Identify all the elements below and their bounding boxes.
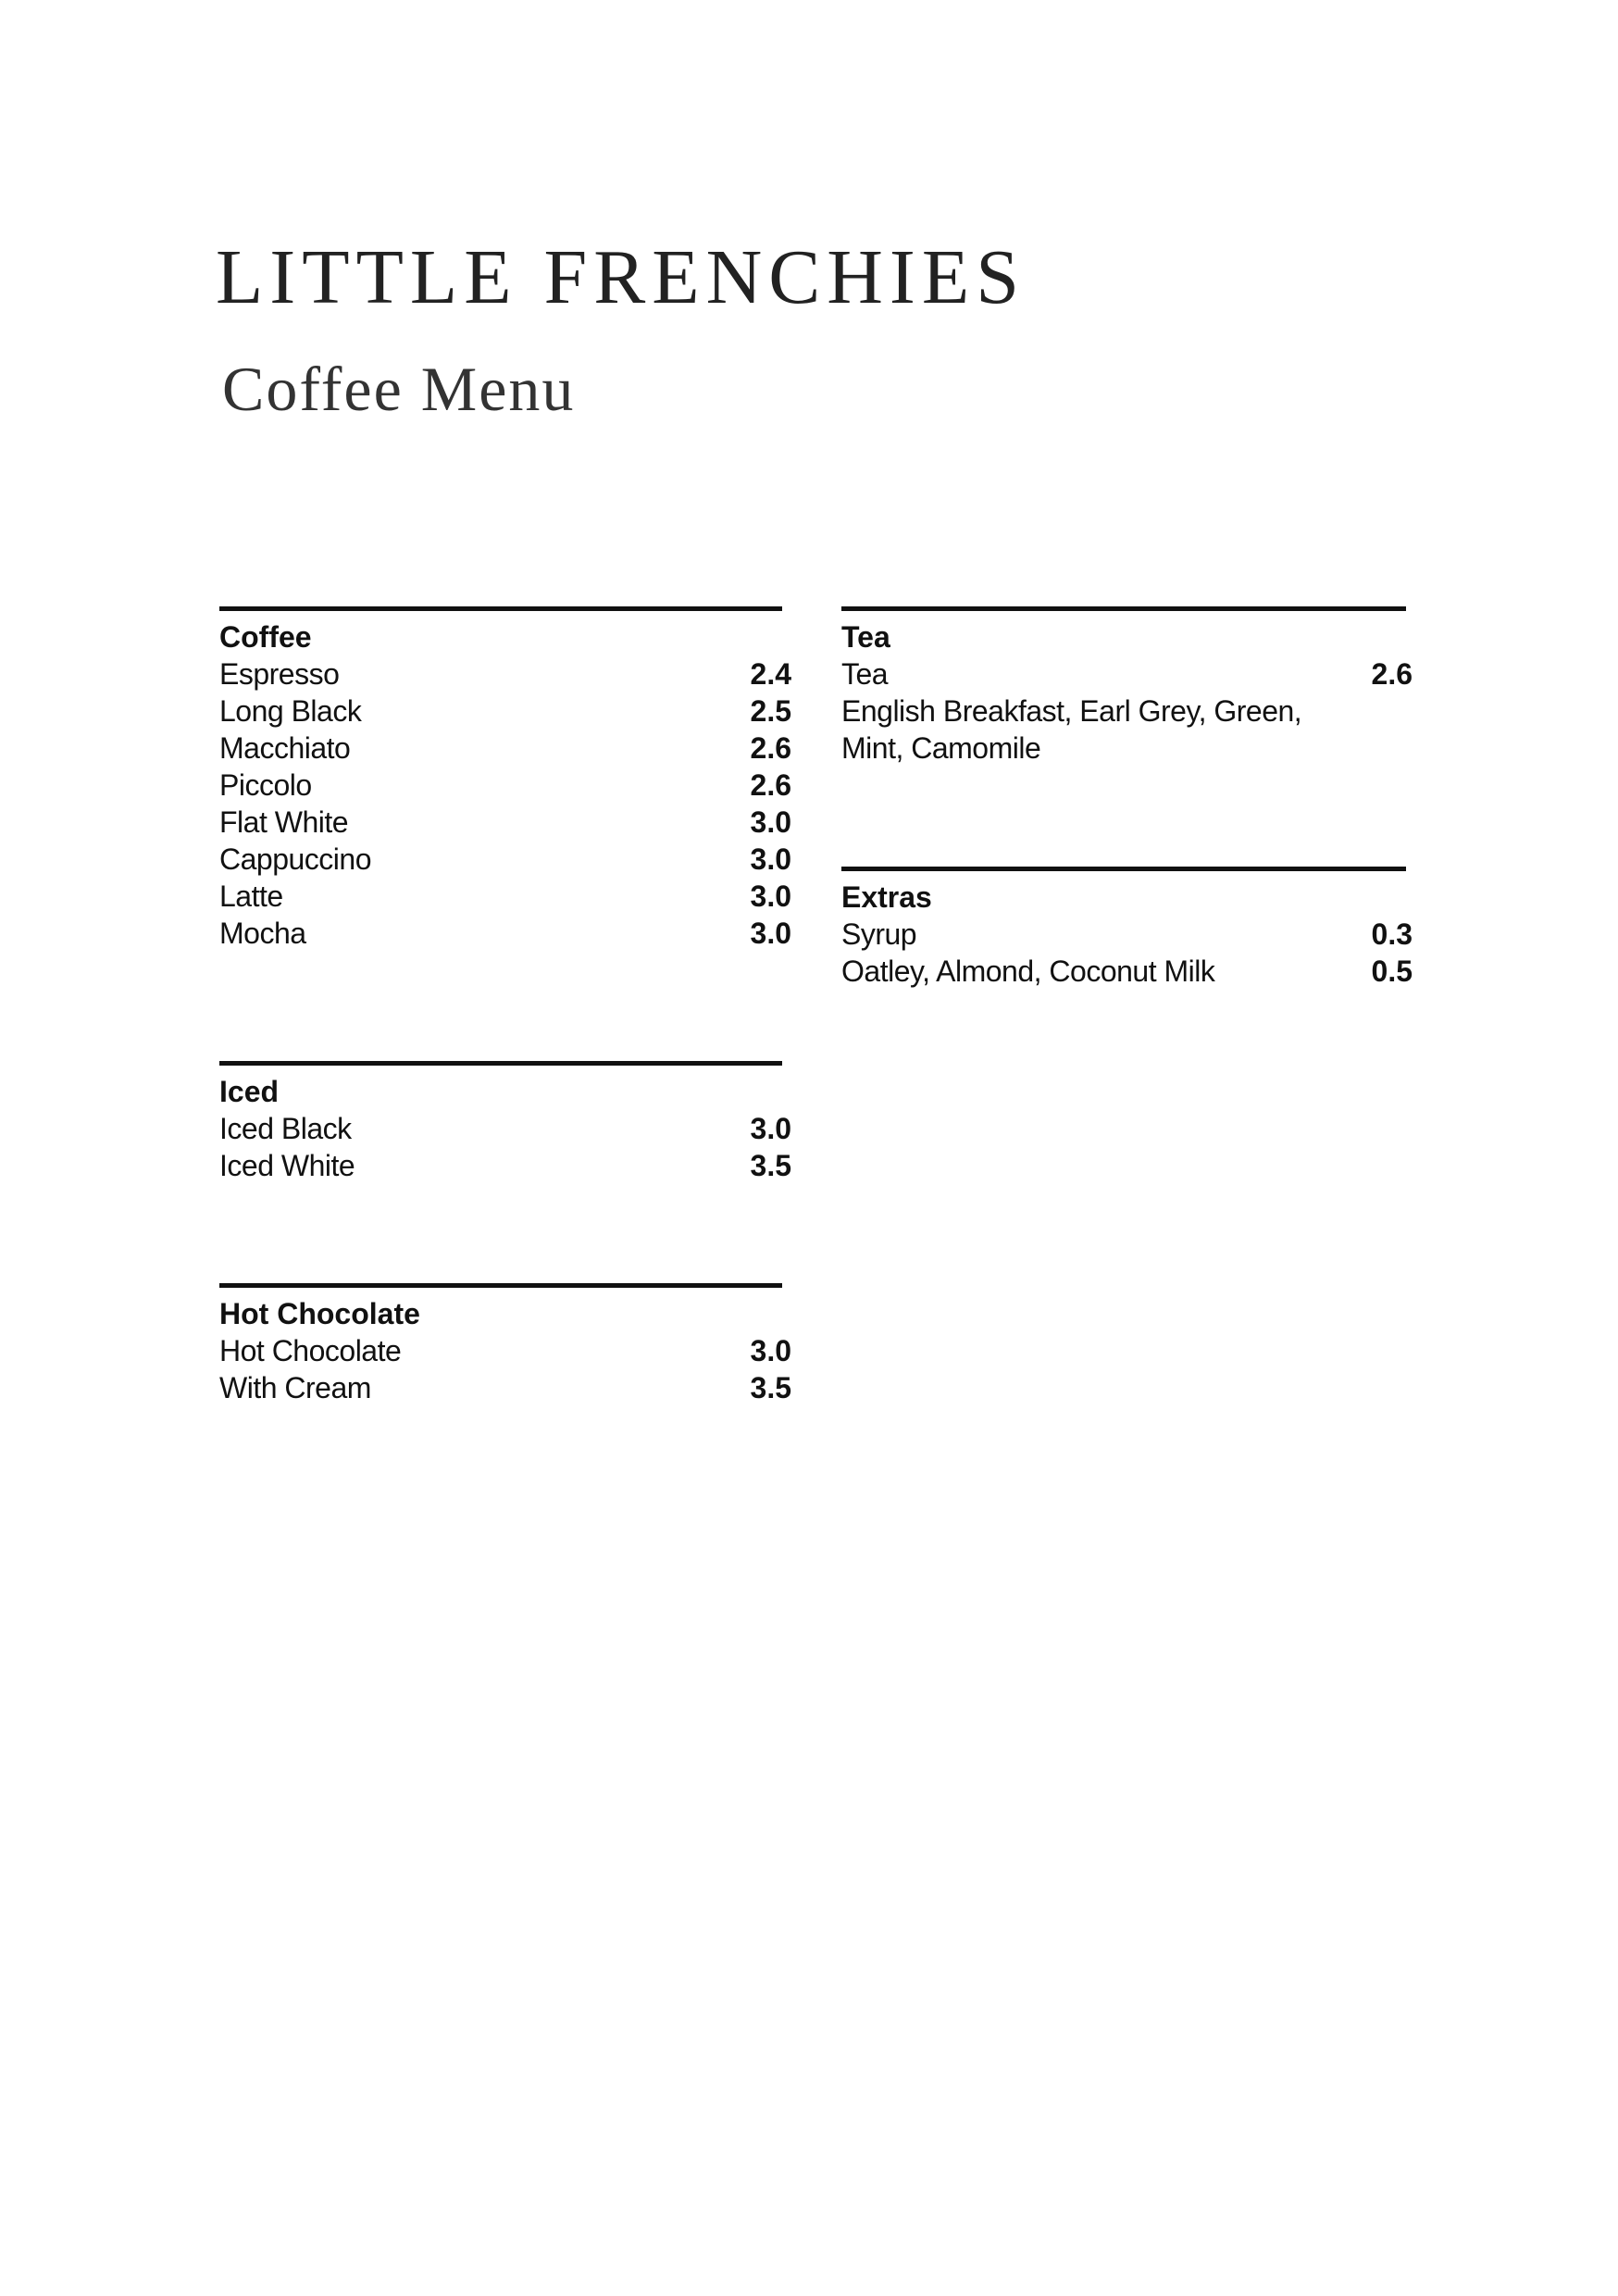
- item-name: With Cream: [219, 1371, 371, 1404]
- item-price: 3.5: [750, 1371, 791, 1404]
- section-divider: [219, 1283, 782, 1288]
- item-price: 2.6: [750, 768, 791, 802]
- section-divider: [219, 606, 782, 611]
- item-price: 3.0: [750, 842, 791, 876]
- menu-title: LITTLE FRENCHIES: [216, 234, 1026, 320]
- section-heading: Coffee: [219, 620, 312, 654]
- menu-item: [219, 655, 791, 693]
- menu-item: [841, 655, 1413, 693]
- tea-varieties: English Breakfast, Earl Grey, Green, Mint, Camomile: [841, 694, 1302, 765]
- item-name: Iced White: [219, 1149, 355, 1182]
- menu-item: [219, 1369, 791, 1406]
- section-hot-chocolate: [219, 1283, 791, 1406]
- item-name: Cappuccino: [219, 842, 371, 876]
- menu-item: [219, 730, 791, 767]
- section-divider: [219, 1061, 782, 1066]
- item-price: 3.0: [750, 880, 791, 913]
- menu-item: [219, 1332, 791, 1369]
- item-price: 2.6: [1371, 657, 1413, 691]
- menu-item: [219, 693, 791, 730]
- item-name: Syrup: [841, 917, 917, 951]
- menu-item: [219, 804, 791, 841]
- item-price: 3.0: [750, 1334, 791, 1367]
- section-extras: [841, 867, 1413, 990]
- item-name: Oatley, Almond, Coconut Milk: [841, 955, 1215, 988]
- item-price: 2.6: [750, 731, 791, 765]
- item-price: 0.5: [1371, 955, 1413, 988]
- item-price: 2.5: [750, 694, 791, 728]
- item-name: Long Black: [219, 694, 362, 728]
- section-iced: [219, 1061, 791, 1184]
- menu-item: [219, 1110, 791, 1147]
- item-name: Iced Black: [219, 1112, 352, 1145]
- item-name: Hot Chocolate: [219, 1334, 402, 1367]
- item-name: Tea: [841, 657, 889, 691]
- section-coffee: [219, 606, 791, 952]
- menu-item: [219, 1147, 791, 1184]
- item-price: 3.0: [750, 805, 791, 839]
- menu-item: [841, 916, 1413, 953]
- menu-item: [219, 878, 791, 915]
- menu-subtitle: Coffee Menu: [222, 354, 576, 424]
- item-name: Macchiato: [219, 731, 351, 765]
- section-heading: Iced: [219, 1075, 280, 1108]
- section-tea: [841, 606, 1413, 767]
- item-name: Espresso: [219, 657, 340, 691]
- section-heading: Hot Chocolate: [219, 1297, 420, 1330]
- section-divider: [841, 867, 1406, 871]
- item-price: 3.0: [750, 1112, 791, 1145]
- item-name: Mocha: [219, 917, 306, 950]
- item-price: 3.5: [750, 1149, 791, 1182]
- section-divider: [841, 606, 1406, 611]
- item-price: 2.4: [750, 657, 791, 691]
- menu-item: [219, 841, 791, 878]
- menu-item: [219, 915, 791, 952]
- item-price: 3.0: [750, 917, 791, 950]
- section-heading: Tea: [841, 620, 890, 654]
- section-heading: Extras: [841, 880, 932, 914]
- item-name: Latte: [219, 880, 283, 913]
- menu-item: [219, 767, 791, 804]
- item-name: Piccolo: [219, 768, 312, 802]
- menu-item: [841, 953, 1413, 990]
- item-price: 0.3: [1371, 917, 1413, 951]
- item-name: Flat White: [219, 805, 349, 839]
